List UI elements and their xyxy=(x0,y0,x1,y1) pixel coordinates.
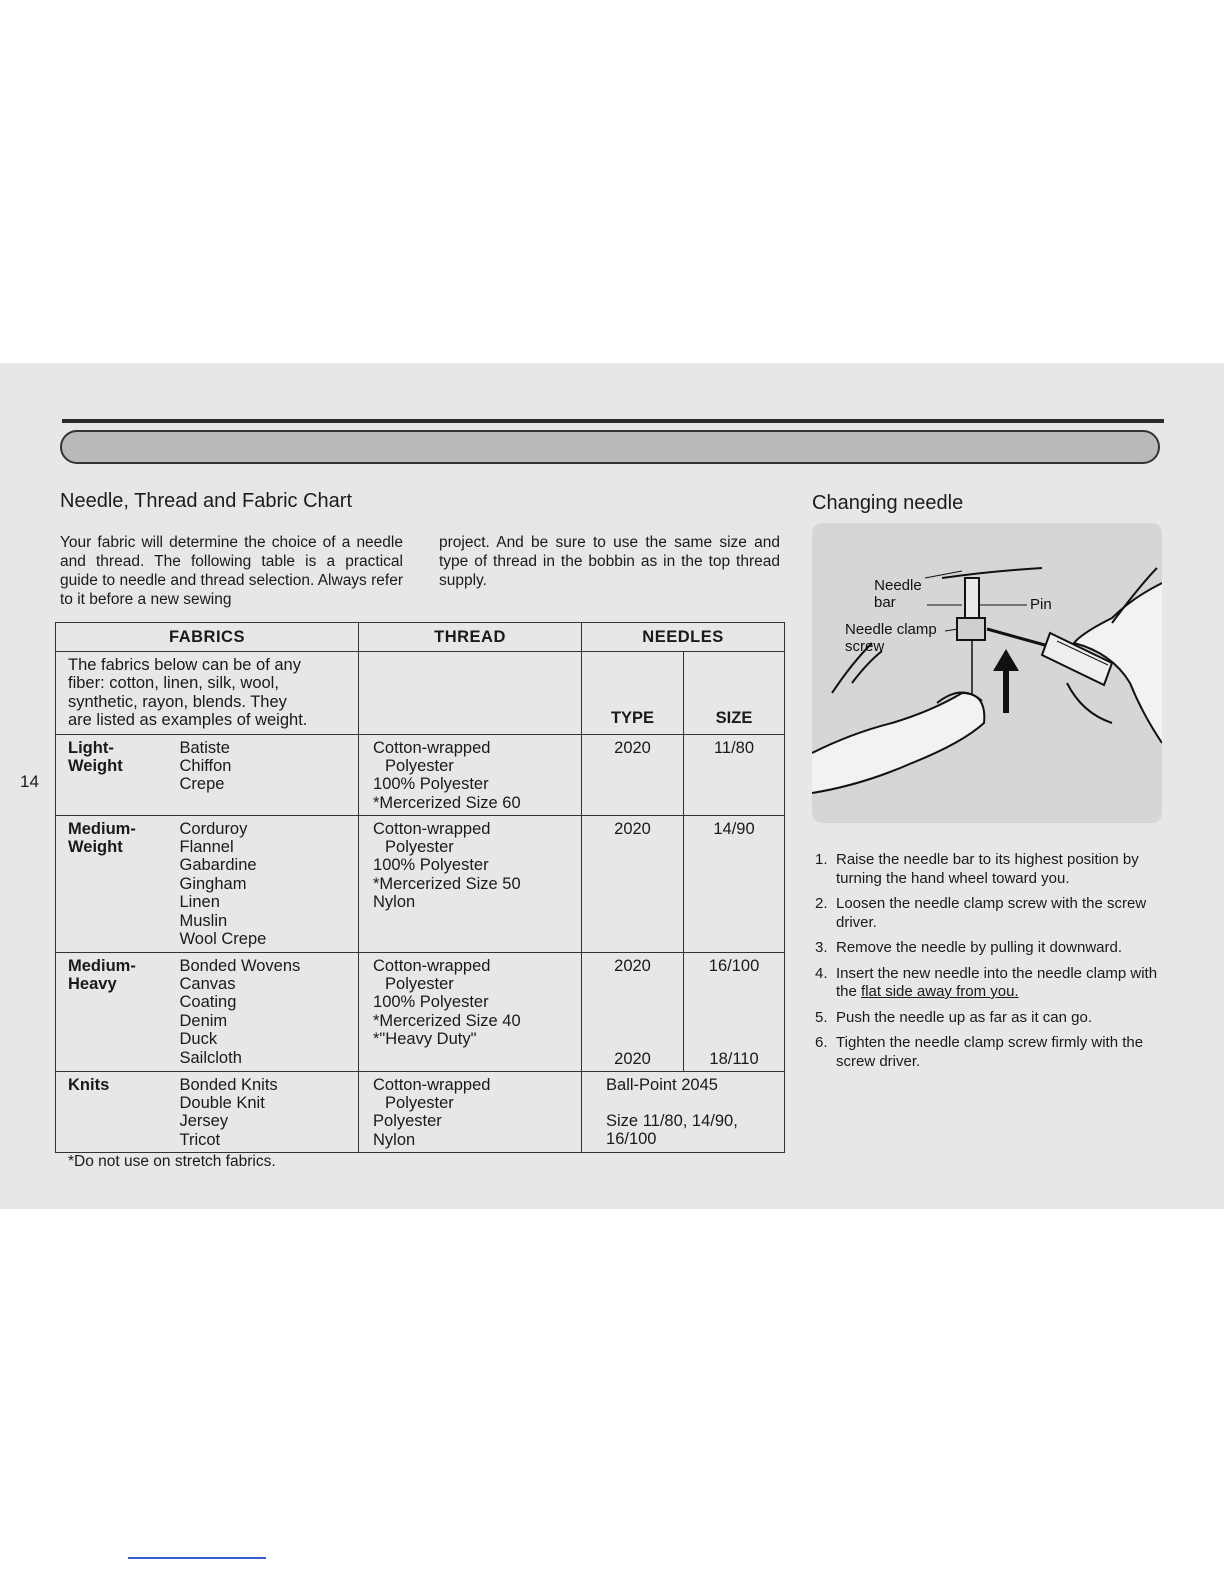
needle-size: 16/100 18/110 xyxy=(684,952,785,1071)
header-rule xyxy=(62,419,1164,423)
label-needle-bar: Needle bar xyxy=(874,577,922,611)
category-medium-heavy: Medium- Heavy xyxy=(56,952,176,1071)
header-bar xyxy=(60,430,1160,464)
header-fabrics: FABRICS xyxy=(56,623,359,652)
thread-list: Cotton-wrapped Polyester 100% Polyester *Mercerized Size 60 xyxy=(359,734,582,815)
needle-size: 11/80 xyxy=(684,734,785,815)
list-item: 2. Loosen the needle clamp screw with the screw driver. xyxy=(815,895,1147,931)
header-size: SIZE xyxy=(684,652,785,735)
category-medium-weight: Medium- Weight xyxy=(56,815,176,952)
thread-list: Cotton-wrapped Polyester 100% Polyester *Mercerized Size 40 *"Heavy Duty" xyxy=(359,952,582,1071)
needle-change-steps xyxy=(812,851,1162,1078)
needle-type: 2020 xyxy=(582,815,684,952)
fabrics-list: Corduroy Flannel Gabardine Gingham Linen Muslin Wool Crepe xyxy=(176,815,359,952)
list-item: 1. Raise the needle bar to its highest position by turning the hand wheel toward you. xyxy=(815,851,1139,887)
list-item: 3. Remove the needle by pulling it downward. xyxy=(815,939,1123,956)
illustration-drawing xyxy=(812,523,1162,823)
table-row xyxy=(56,815,785,952)
thread-list: Cotton-wrapped Polyester Polyester Nylon xyxy=(359,1071,582,1152)
needle-thread-fabric-table xyxy=(55,622,785,1153)
needle-change-illustration xyxy=(812,523,1162,823)
page-number: 14 xyxy=(20,772,39,791)
bottom-link-underline xyxy=(128,1557,266,1559)
list-item: 6. Tighten the needle clamp screw firmly with the screw driver. xyxy=(815,1034,1144,1070)
table-footnote: *Do not use on stretch fabrics. xyxy=(68,1153,276,1170)
thread-list: Cotton-wrapped Polyester 100% Polyester *Mercerized Size 50 Nylon xyxy=(359,815,582,952)
table-row xyxy=(56,1071,785,1152)
changing-needle-title: Changing needle xyxy=(812,492,964,514)
fabrics-list: Batiste Chiffon Crepe xyxy=(176,734,359,815)
category-knits: Knits xyxy=(56,1071,176,1152)
intro-paragraph-col1: Your fabric will determine the choice of a needle and thread. The following table is a practical guide to needle and thread selection. Always refer to it before a new sewing xyxy=(60,534,403,608)
knit-needle-info: Ball-Point 2045 Size 11/80, 14/90, 16/100 xyxy=(582,1071,785,1152)
table-row xyxy=(56,952,785,1071)
header-needles: NEEDLES xyxy=(582,623,785,652)
label-needle-clamp-screw: Needle clamp screw xyxy=(845,621,937,655)
needle-size: 14/90 xyxy=(684,815,785,952)
intro-paragraph-col2: project. And be sure to use the same size and type of thread in the bobbin as in the top thread supply. xyxy=(439,534,780,589)
fabrics-list: Bonded Knits Double Knit Jersey Tricot xyxy=(176,1071,359,1152)
header-type: TYPE xyxy=(582,652,684,735)
header-thread: THREAD xyxy=(359,623,582,652)
needle-type: 2020 xyxy=(582,734,684,815)
thread-note-empty xyxy=(359,652,582,735)
chart-title: Needle, Thread and Fabric Chart xyxy=(60,490,353,512)
label-pin: Pin xyxy=(1030,596,1052,613)
table-row xyxy=(56,734,785,815)
list-item: 4. Insert the new needle into the needle clamp with the flat side away from you. xyxy=(815,964,1158,1000)
fabrics-note: The fabrics below can be of any fiber: cotton, linen, silk, wool, synthetic, rayon, blends. They are listed as examples of weight. xyxy=(56,652,359,735)
category-light-weight: Light- Weight xyxy=(56,734,176,815)
fabrics-list: Bonded Wovens Canvas Coating Denim Duck Sailcloth xyxy=(176,952,359,1071)
list-item: 5. Push the needle up as far as it can go. xyxy=(815,1008,1093,1026)
needle-type: 2020 2020 xyxy=(582,952,684,1071)
